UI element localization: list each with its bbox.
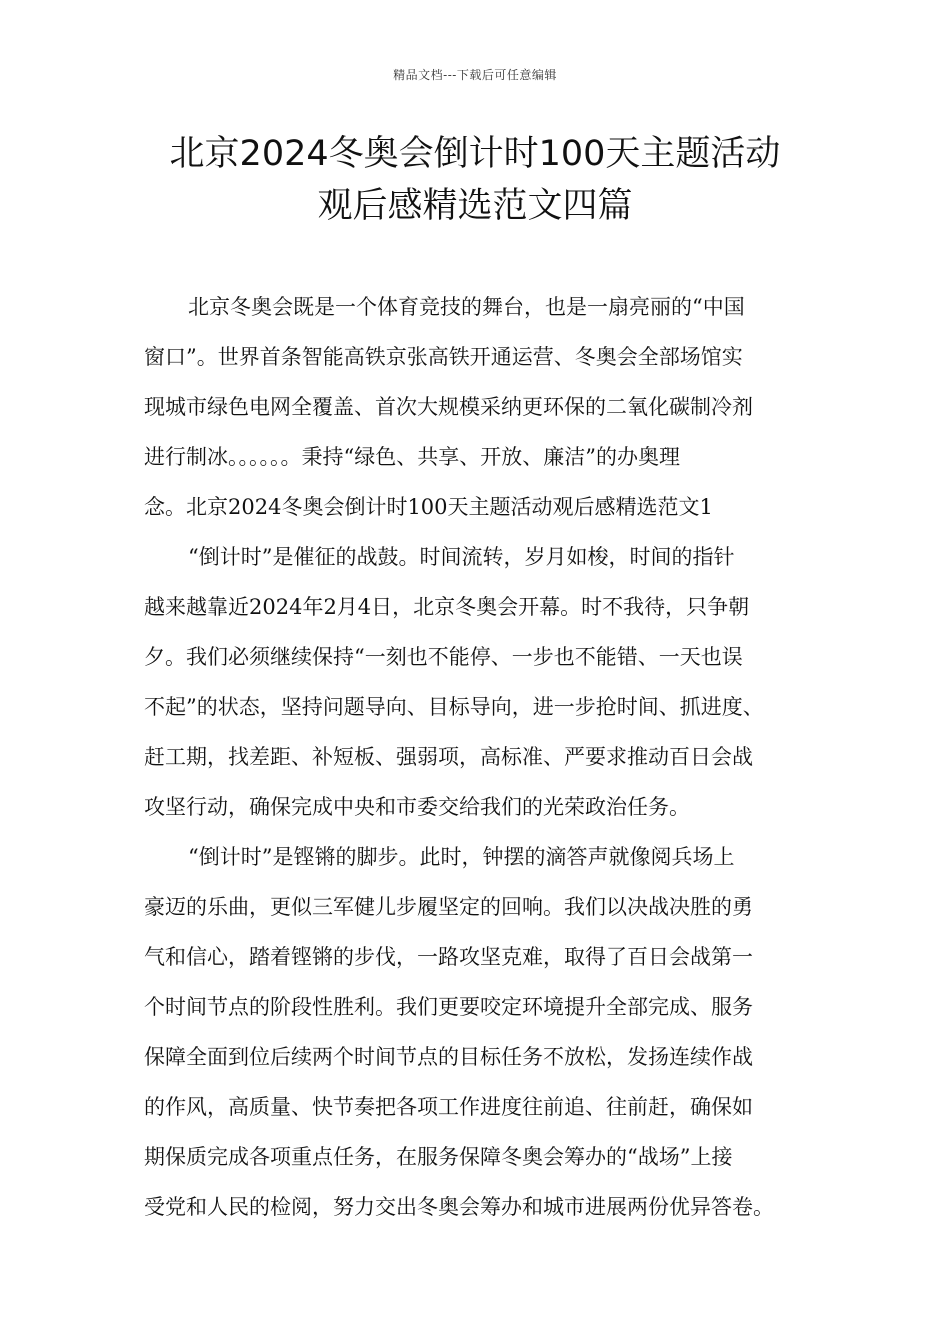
paragraph-line: 现城市绿色电网全覆盖、首次大规模采纳更环保的二氧化碳制冷剂 bbox=[144, 395, 753, 419]
paragraph-line: 受党和人民的检阅，努力交出冬奥会筹办和城市进展两份优异答卷。 bbox=[144, 1195, 774, 1219]
paragraph-line: 夕。我们必须继续保持“一刻也不能停、一步也不能错、一天也误 bbox=[144, 645, 743, 669]
document-body bbox=[144, 282, 820, 1232]
paragraph-line: 窗口”。世界首条智能高铁京张高铁开通运营、冬奥会全部场馆实 bbox=[144, 345, 743, 369]
paragraph-line: 保障全面到位后续两个时间节点的目标任务不放松，发扬连续作战 bbox=[144, 1045, 753, 1069]
paragraph-line: 的作风，高质量、快节奏把各项工作进度往前追、往前赶，确保如 bbox=[144, 1095, 753, 1119]
paragraph-line: 豪迈的乐曲，更似三军健儿步履坚定的回响。我们以决战决胜的勇 bbox=[144, 895, 753, 919]
paragraph-line: 个时间节点的阶段性胜利。我们更要咬定环境提升全部完成、服务 bbox=[144, 995, 753, 1019]
paragraph-2 bbox=[144, 532, 820, 832]
paragraph-line: 气和信心，踏着铿锵的步伐，一路攻坚克难，取得了百日会战第一 bbox=[144, 945, 753, 969]
paragraph-3 bbox=[144, 832, 820, 1232]
paragraph-line: “倒计时”是铿锵的脚步。此时，钟摆的滴答声就像阅兵场上 bbox=[188, 845, 735, 869]
paragraph-line: 攻坚行动，确保完成中央和市委交给我们的光荣政治任务。 bbox=[144, 795, 690, 819]
title-line-1: 北京2024冬奥会倒计时100天主题活动 bbox=[169, 134, 781, 174]
header-note: 精品文档---下载后可任意编辑 bbox=[393, 68, 557, 82]
paragraph-1 bbox=[144, 282, 820, 532]
paragraph-line: 不起”的状态，坚持问题导向、目标导向，进一步抢时间、抓进度、 bbox=[144, 695, 764, 719]
paragraph-line: 北京冬奥会既是一个体育竞技的舞台，也是一扇亮丽的“中国 bbox=[188, 295, 745, 319]
paragraph-line: 赶工期，找差距、补短板、强弱项，高标准、严要求推动百日会战 bbox=[144, 745, 753, 769]
paragraph-line: 期保质完成各项重点任务，在服务保障冬奥会筹办的“战场”上接 bbox=[144, 1145, 733, 1169]
paragraph-line: 越来越靠近2024年2月4日，北京冬奥会开幕。时不我待，只争朝 bbox=[144, 595, 750, 619]
title-line-2: 观后感精选范文四篇 bbox=[317, 186, 633, 226]
document-title bbox=[120, 128, 830, 232]
paragraph-line: 进行制冰。。。。。。秉持“绿色、共享、开放、廉洁”的办奥理 bbox=[144, 445, 680, 469]
paragraph-line: “倒计时”是催征的战鼓。时间流转，岁月如梭，时间的指针 bbox=[188, 545, 735, 569]
paragraph-line: 念。北京2024冬奥会倒计时100天主题活动观后感精选范文1 bbox=[144, 495, 713, 519]
